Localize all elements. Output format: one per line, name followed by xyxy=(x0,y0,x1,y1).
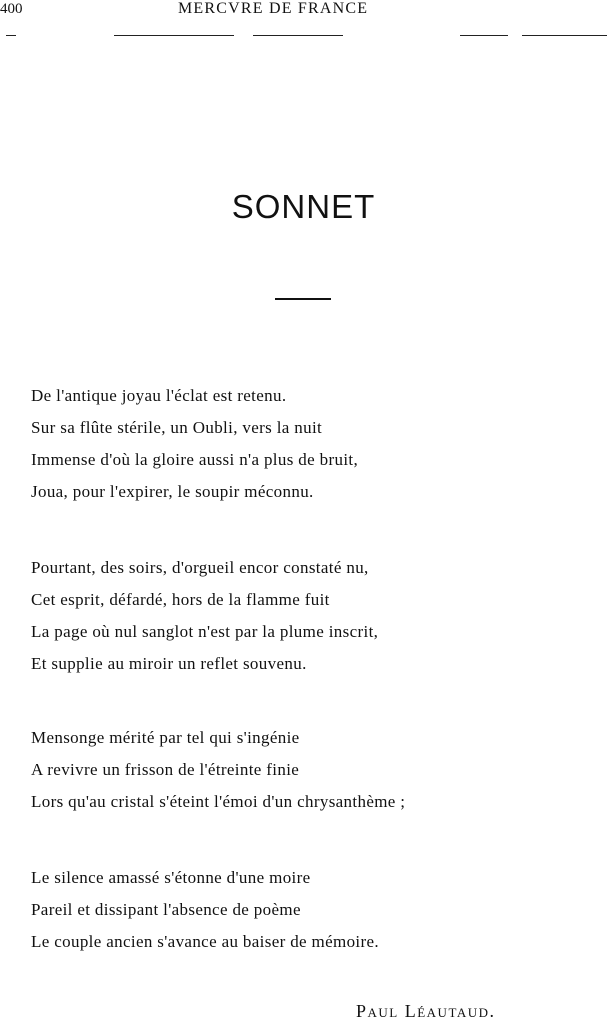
verse-line: La page où nul sanglot n'est par la plume inscrit, xyxy=(31,622,379,641)
header-rule xyxy=(460,35,508,36)
verse-line: Mensonge mérité par tel qui s'ingénie xyxy=(31,728,300,747)
header-rule xyxy=(253,35,343,36)
verse-line: Immense d'où la gloire aussi n'a plus de bruit, xyxy=(31,450,359,469)
poem-title: SONNET xyxy=(231,188,376,225)
verse-line: Pareil et dissipant l'absence de poème xyxy=(31,900,301,919)
title-rule xyxy=(275,298,331,300)
verse-line: Pourtant, des soirs, d'orgueil encor constaté nu, xyxy=(31,558,369,577)
verse-line: Sur sa flûte stérile, un Oubli, vers la nuit xyxy=(31,418,323,437)
verse-line: A revivre un frisson de l'étreinte finie xyxy=(31,760,300,779)
author-signature: Paul Léautaud. xyxy=(356,1001,496,1021)
header-rule xyxy=(6,35,16,36)
stanza-3 xyxy=(31,722,405,818)
page-number: 400 xyxy=(0,1,23,17)
header-rule xyxy=(522,35,607,36)
verse-line: De l'antique joyau l'éclat est retenu. xyxy=(31,386,287,405)
verse-line: Le silence amassé s'étonne d'une moire xyxy=(31,868,311,887)
verse-line: Joua, pour l'expirer, le soupir méconnu. xyxy=(31,482,314,501)
verse-line: Et supplie au miroir un reflet souvenu. xyxy=(31,654,307,673)
verse-line: Lors qu'au cristal s'éteint l'émoi d'un chrysanthème ; xyxy=(31,792,406,811)
verse-line: Le couple ancien s'avance au baiser de mémoire. xyxy=(31,932,380,951)
header-rule xyxy=(114,35,234,36)
stanza-1 xyxy=(31,380,358,508)
verse-line: Cet esprit, défardé, hors de la flamme fuit xyxy=(31,590,330,609)
stanza-2 xyxy=(31,552,378,680)
stanza-4 xyxy=(31,862,379,958)
running-head: MERCVRE DE FRANCE xyxy=(178,0,369,17)
